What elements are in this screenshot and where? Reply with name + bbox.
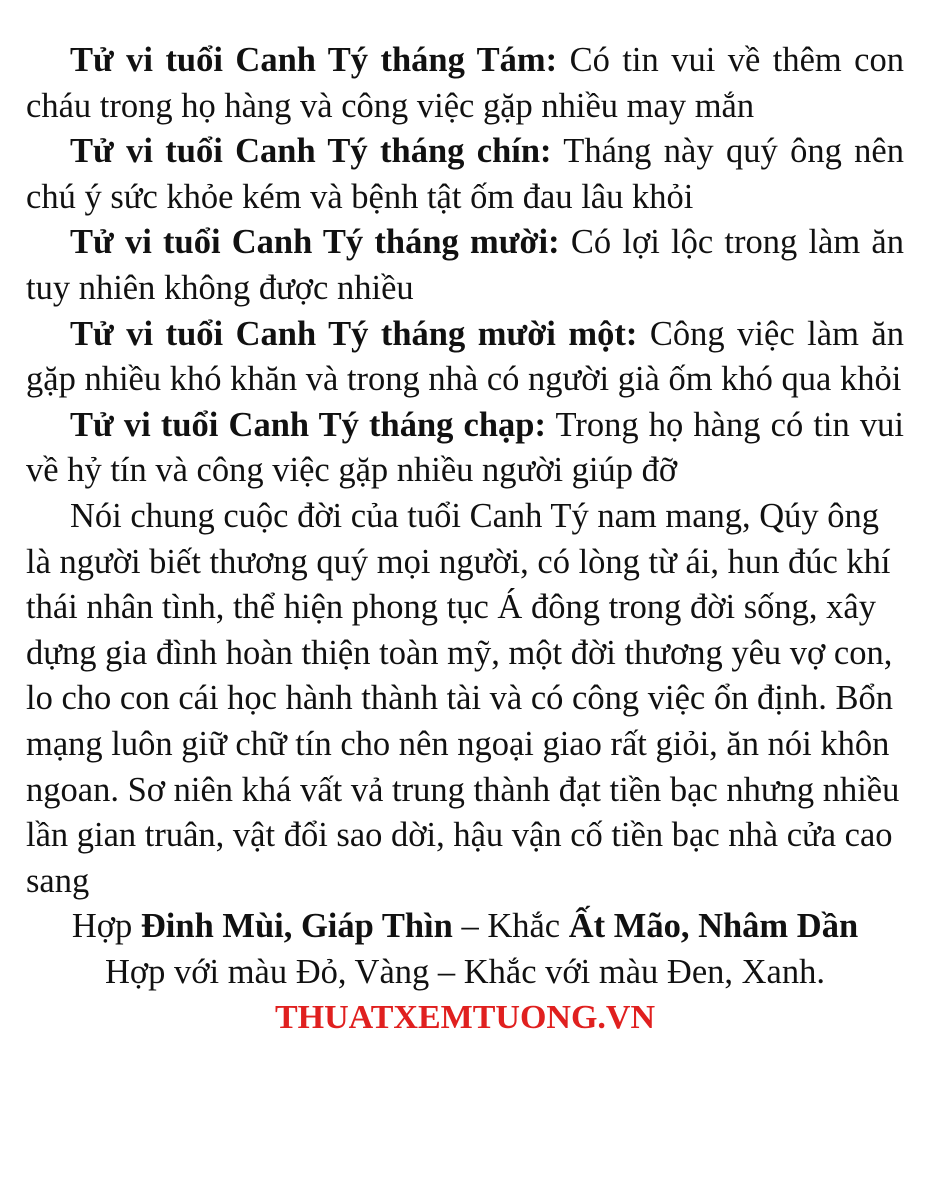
colors-line: Hợp với màu Đỏ, Vàng – Khắc với màu Đen, Xanh. — [104, 952, 825, 991]
compatibility-line — [26, 904, 904, 950]
month-12-text: Trong họ hàng có tin vui về hỷ tín và công việc gặp nhiều người giúp đỡ — [26, 405, 905, 490]
compatibility-hop-prefix: Hợp — [71, 907, 141, 946]
month-9-paragraph — [26, 129, 904, 220]
month-9-text: Tháng này quý ông nên chú ý sức khỏe kém và bệnh tật ốm đau lâu khỏi — [26, 132, 904, 216]
month-8-text: Có tin vui về thêm con cháu trong họ hàng và công việc gặp nhiều may mắn — [26, 41, 904, 125]
month-11-label: Tử vi tuổi Canh Tý tháng mười một: — [70, 314, 638, 353]
month-10-paragraph — [26, 220, 904, 311]
month-8-label: Tử vi tuổi Canh Tý tháng Tám: — [70, 41, 558, 79]
month-10-text: Có lợi lộc trong làm ăn tuy nhiên không được nhiều — [26, 223, 904, 307]
month-12-paragraph — [26, 403, 904, 494]
month-9-label: Tử vi tuổi Canh Tý tháng chín: — [70, 132, 552, 171]
month-11-paragraph — [26, 312, 904, 403]
compatibility-hop-values: Đinh Mùi, Giáp Thìn — [140, 907, 453, 946]
month-12-label: Tử vi tuổi Canh Tý tháng chạp: — [70, 405, 546, 444]
document-page — [26, 38, 904, 1041]
compatibility-khac-values: Ất Mão, Nhâm Dần — [568, 907, 859, 946]
compatibility-separator: – Khắc — [452, 907, 569, 946]
month-8-paragraph — [26, 38, 904, 129]
summary-paragraph: Nói chung cuộc đời của tuổi Canh Tý nam mang, Qúy ông là người biết thương quý mọi người, có lòng từ ái, hun đúc khí thái nhân tình, thể hiện phong tục Á đông trong đời sống, xây dựng gia đình hoàn thiện toàn mỹ, một đời thương yêu vợ con, lo cho con cái học hành thành tài và có công việc ổn định. Bổn mạng luôn giữ chữ tín cho nên ngoại giao rất giỏi, ăn nói khôn ngoan. Sơ niên khá vất vả trung thành đạt tiền bạc nhưng nhiều lần gian truân, vật đổi sao dời, hậu vận cố tiền bạc nhà cửa cao sang — [26, 496, 900, 900]
month-10-label: Tử vi tuổi Canh Tý tháng mười: — [70, 223, 560, 262]
brand-watermark: THUATXEMTUONG.VN — [275, 999, 655, 1037]
month-11-text: Công việc làm ăn gặp nhiều khó khăn và trong nhà có người già ốm khó qua khỏi — [26, 314, 904, 399]
